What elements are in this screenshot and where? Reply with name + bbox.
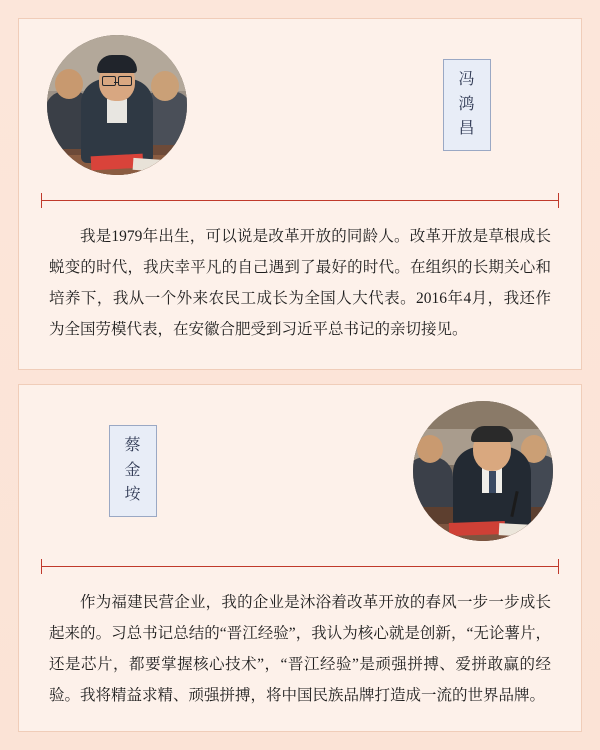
profile-card-1 [18, 18, 582, 370]
name-char-2-1: 蔡 [124, 436, 142, 454]
section-divider-1 [41, 191, 559, 209]
portrait-photo-1 [47, 35, 187, 175]
name-label-2 [109, 425, 157, 517]
quote-paragraph-1: 我是1979年出生，可以说是改革开放的同龄人。改革开放是草根成长蜕变的时代，我庆幸平凡的自己遇到了最好的时代。在组织的长期关心和培养下，我从一个外来农民工成长为全国人大代表。2016年4月，我还作为全国劳模代表，在安徽合肥受到习近平总书记的亲切接见。 [49, 228, 551, 338]
section-divider-2 [41, 557, 559, 575]
portrait-row-1 [19, 19, 581, 191]
name-char-2-3: 垵 [124, 486, 142, 504]
name-char-1-3: 昌 [458, 120, 476, 138]
name-label-1 [443, 59, 491, 151]
name-char-2-2: 金 [124, 461, 142, 479]
profile-card-2 [18, 384, 582, 732]
photo-scene-conference-speaker [413, 401, 553, 541]
portrait-row-2 [19, 385, 581, 557]
quote-paragraph-2: 作为福建民营企业，我的企业是沐浴着改革开放的春风一步一步成长起来的。习总书记总结的“晋江经验”，我认为核心就是创新，“无论薯片，还是芯片，都要掌握核心技术”，“晋江经验”是顽强拼搏、爱拼敢赢的经验。我将精益求精、顽强拼搏，将中国民族品牌打造成一流的世界品牌。 [49, 594, 551, 704]
name-char-1-1: 冯 [458, 70, 476, 88]
photo-scene-meeting-room [47, 35, 187, 175]
name-char-1-2: 鸿 [458, 95, 476, 113]
portrait-photo-2 [413, 401, 553, 541]
